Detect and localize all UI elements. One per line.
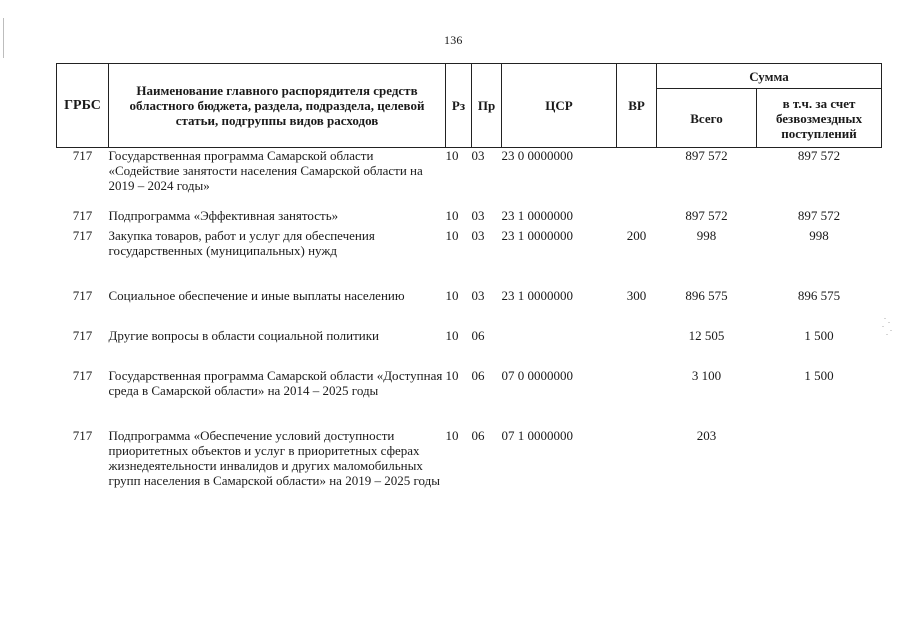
header-pr: Пр (472, 64, 502, 148)
cell-csr: 23 1 0000000 (501, 227, 573, 243)
cell-grbs: 717 (72, 287, 93, 303)
cell-vr (617, 428, 657, 538)
table-row (57, 148, 882, 208)
cell-free: 897 572 (797, 207, 841, 223)
header-total: Всего (657, 89, 757, 148)
cell-grbs: 717 (72, 327, 93, 343)
header-name: Наименование главного распорядителя средств областного бюджета, раздела, подраздела, целевой статьи, подгруппы видов расходов (109, 64, 446, 148)
cell-rz: 10 (445, 287, 459, 303)
cell-csr: 23 0 0000000 (501, 148, 573, 163)
cell-pr: 03 (471, 148, 485, 163)
cell-name: Социальное обеспечение и иные выплаты населению (108, 287, 405, 303)
cell-grbs: 717 (72, 227, 93, 243)
cell-grbs: 717 (72, 427, 93, 443)
cell-rz: 10 (445, 148, 459, 163)
scan-edge-mark (3, 18, 4, 58)
header-vr: ВР (617, 64, 657, 148)
cell-rz: 10 (445, 427, 459, 443)
budget-table (56, 63, 882, 538)
table-row (57, 228, 882, 288)
cell-free: 897 572 (797, 148, 841, 163)
cell-total: 3 100 (691, 367, 722, 383)
cell-name: Подпрограмма «Обеспечение условий доступности приоритетных объектов и услуг в приоритетных сферах жизнедеятельности инвалидов и других маломобильных групп населения в Самарской области» на 2019 – 2025 годы (108, 427, 440, 488)
header-free: в т.ч. за счет безвозмездных поступлений (757, 89, 882, 148)
cell-total: 897 572 (685, 207, 728, 223)
header-csr: ЦСР (502, 64, 617, 148)
cell-pr: 06 (471, 367, 485, 383)
cell-name: Государственная программа Самарской области «Доступная среда в Самарской области» на 2014 – 2025 годы (108, 367, 443, 398)
scan-noise (880, 316, 894, 338)
cell-grbs: 717 (72, 367, 93, 383)
cell-csr (502, 328, 617, 368)
cell-csr: 07 1 0000000 (501, 427, 573, 443)
cell-rz: 10 (445, 367, 459, 383)
cell-pr: 03 (471, 227, 485, 243)
cell-csr: 23 1 0000000 (501, 207, 573, 223)
table-row (57, 208, 882, 228)
cell-pr: 03 (471, 287, 485, 303)
cell-free: 896 575 (797, 287, 841, 303)
cell-total: 998 (696, 227, 717, 243)
cell-vr: 300 (626, 287, 647, 303)
table-row (57, 368, 882, 428)
cell-free: 1 500 (804, 367, 834, 383)
cell-name: Подпрограмма «Эффективная занятость» (108, 207, 339, 223)
cell-rz: 10 (445, 327, 459, 343)
cell-name: Закупка товаров, работ и услуг для обеспечения государственных (муниципальных) нужд (108, 227, 375, 258)
cell-free: 998 (809, 227, 829, 243)
header-grbs: ГРБС (57, 64, 109, 148)
cell-total: 12 505 (688, 327, 725, 343)
cell-free (757, 428, 882, 538)
cell-pr: 06 (471, 327, 485, 343)
cell-vr: 200 (626, 227, 647, 243)
table-row (57, 428, 882, 538)
cell-grbs: 717 (72, 148, 93, 163)
cell-csr: 07 0 0000000 (501, 367, 573, 383)
cell-total: 897 572 (685, 148, 728, 163)
header-sum: Сумма (657, 64, 882, 89)
cell-pr: 03 (471, 207, 485, 223)
cell-vr (617, 328, 657, 368)
cell-grbs: 717 (72, 207, 93, 223)
cell-vr (617, 368, 657, 428)
cell-vr (617, 208, 657, 228)
table-body (57, 148, 882, 538)
cell-total: 203 (696, 427, 717, 443)
header-rz: Рз (446, 64, 472, 148)
cell-rz: 10 (445, 207, 459, 223)
cell-name: Государственная программа Самарской области «Содействие занятости населения Самарской области на 2019 – 2024 годы» (108, 148, 423, 193)
cell-csr: 23 1 0000000 (501, 287, 573, 303)
cell-pr: 06 (471, 427, 485, 443)
table-row (57, 328, 882, 368)
cell-name: Другие вопросы в области социальной политики (108, 327, 379, 343)
cell-vr (617, 148, 657, 208)
page-number: 136 (444, 33, 463, 47)
cell-free: 1 500 (804, 327, 834, 343)
table-row (57, 288, 882, 328)
cell-total: 896 575 (685, 287, 728, 303)
cell-rz: 10 (445, 227, 459, 243)
